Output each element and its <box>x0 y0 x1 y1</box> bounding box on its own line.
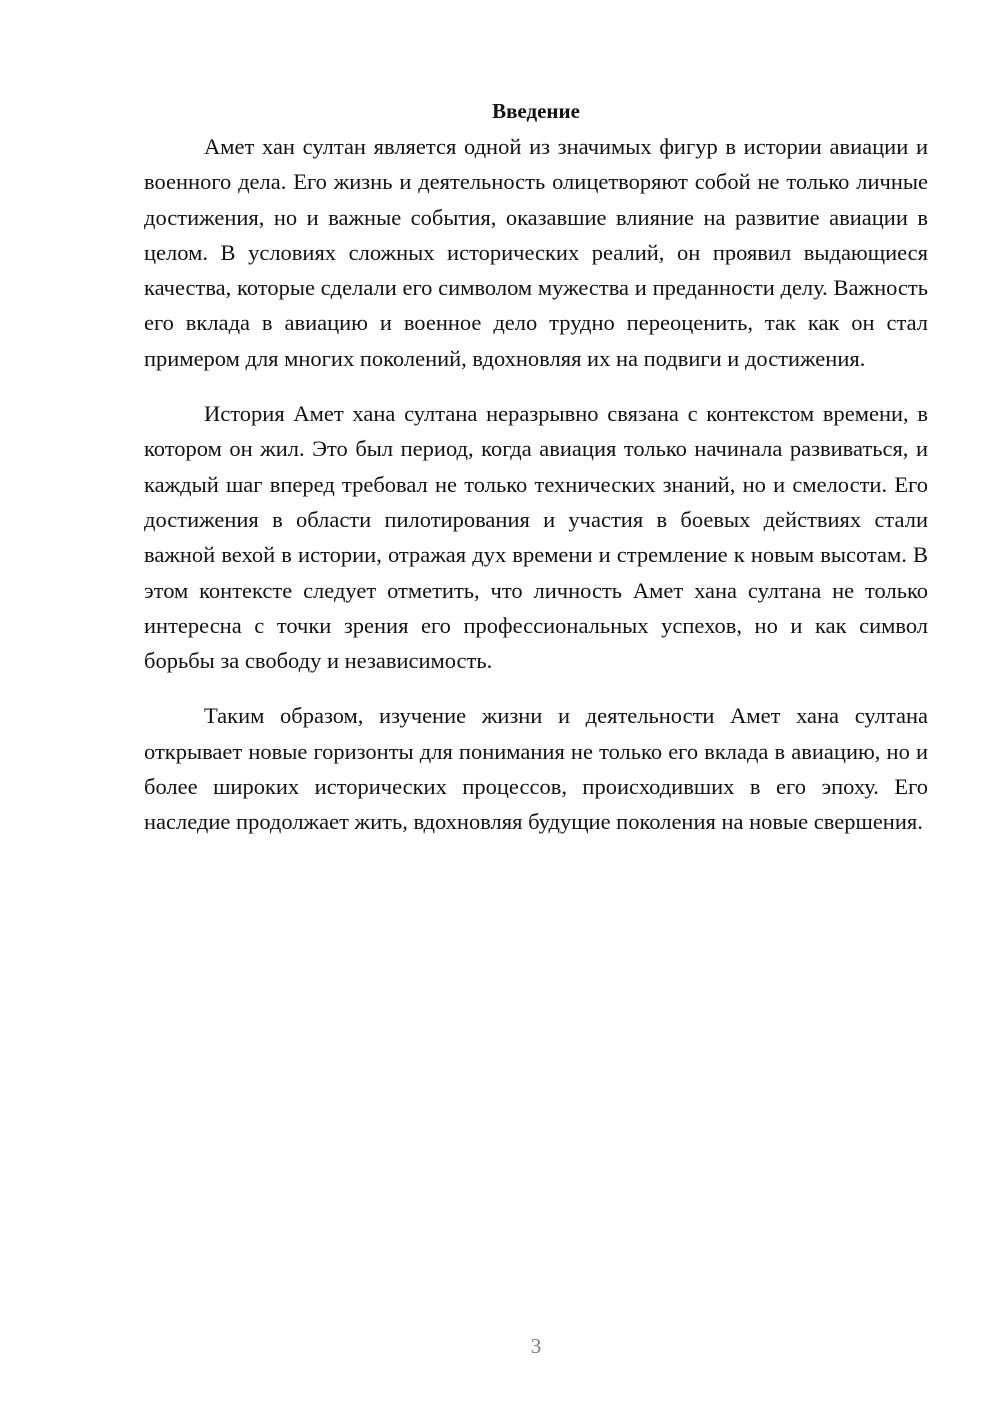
page-content <box>144 96 928 860</box>
paragraph-1: Амет хан султан является одной из значимых фигур в истории авиации и военного дела. Его жизнь и деятельность олицетворяют собой не только личные достижения, но и важные события, оказавшие влияние на развитие авиации в целом. В условиях сложных исторических реалий, он проявил выдающиеся качества, которые сделали его символом мужества и преданности делу. Важность его вклада в авиацию и военное дело трудно переоценить, так как он стал примером для многих поколений, вдохновляя их на подвиги и достижения. <box>144 134 928 371</box>
section-heading: Введение <box>492 99 580 123</box>
paragraph-3: Таким образом, изучение жизни и деятельности Амет хана султана открывает новые горизонты для понимания не только его вклада в авиацию, но и более широких исторических процессов, происходивших в его эпоху. Его наследие продолжает жить, вдохновляя будущие поколения на новые свершения. <box>144 703 928 835</box>
paragraph-2: История Амет хана султана неразрывно связана с контекстом времени, в котором он жил. Это был период, когда авиация только начинала развиваться, и каждый шаг вперед требовал не только технических знаний, но и смелости. Его достижения в области пилотирования и участия в боевых действиях стали важной вехой в истории, отражая дух времени и стремление к новым высотам. В этом контексте следует отметить, что личность Амет хана султана не только интересна с точки зрения его профессиональных успехов, но и как символ борьбы за свободу и независимость. <box>144 401 928 674</box>
page-number: 3 <box>530 1334 542 1358</box>
